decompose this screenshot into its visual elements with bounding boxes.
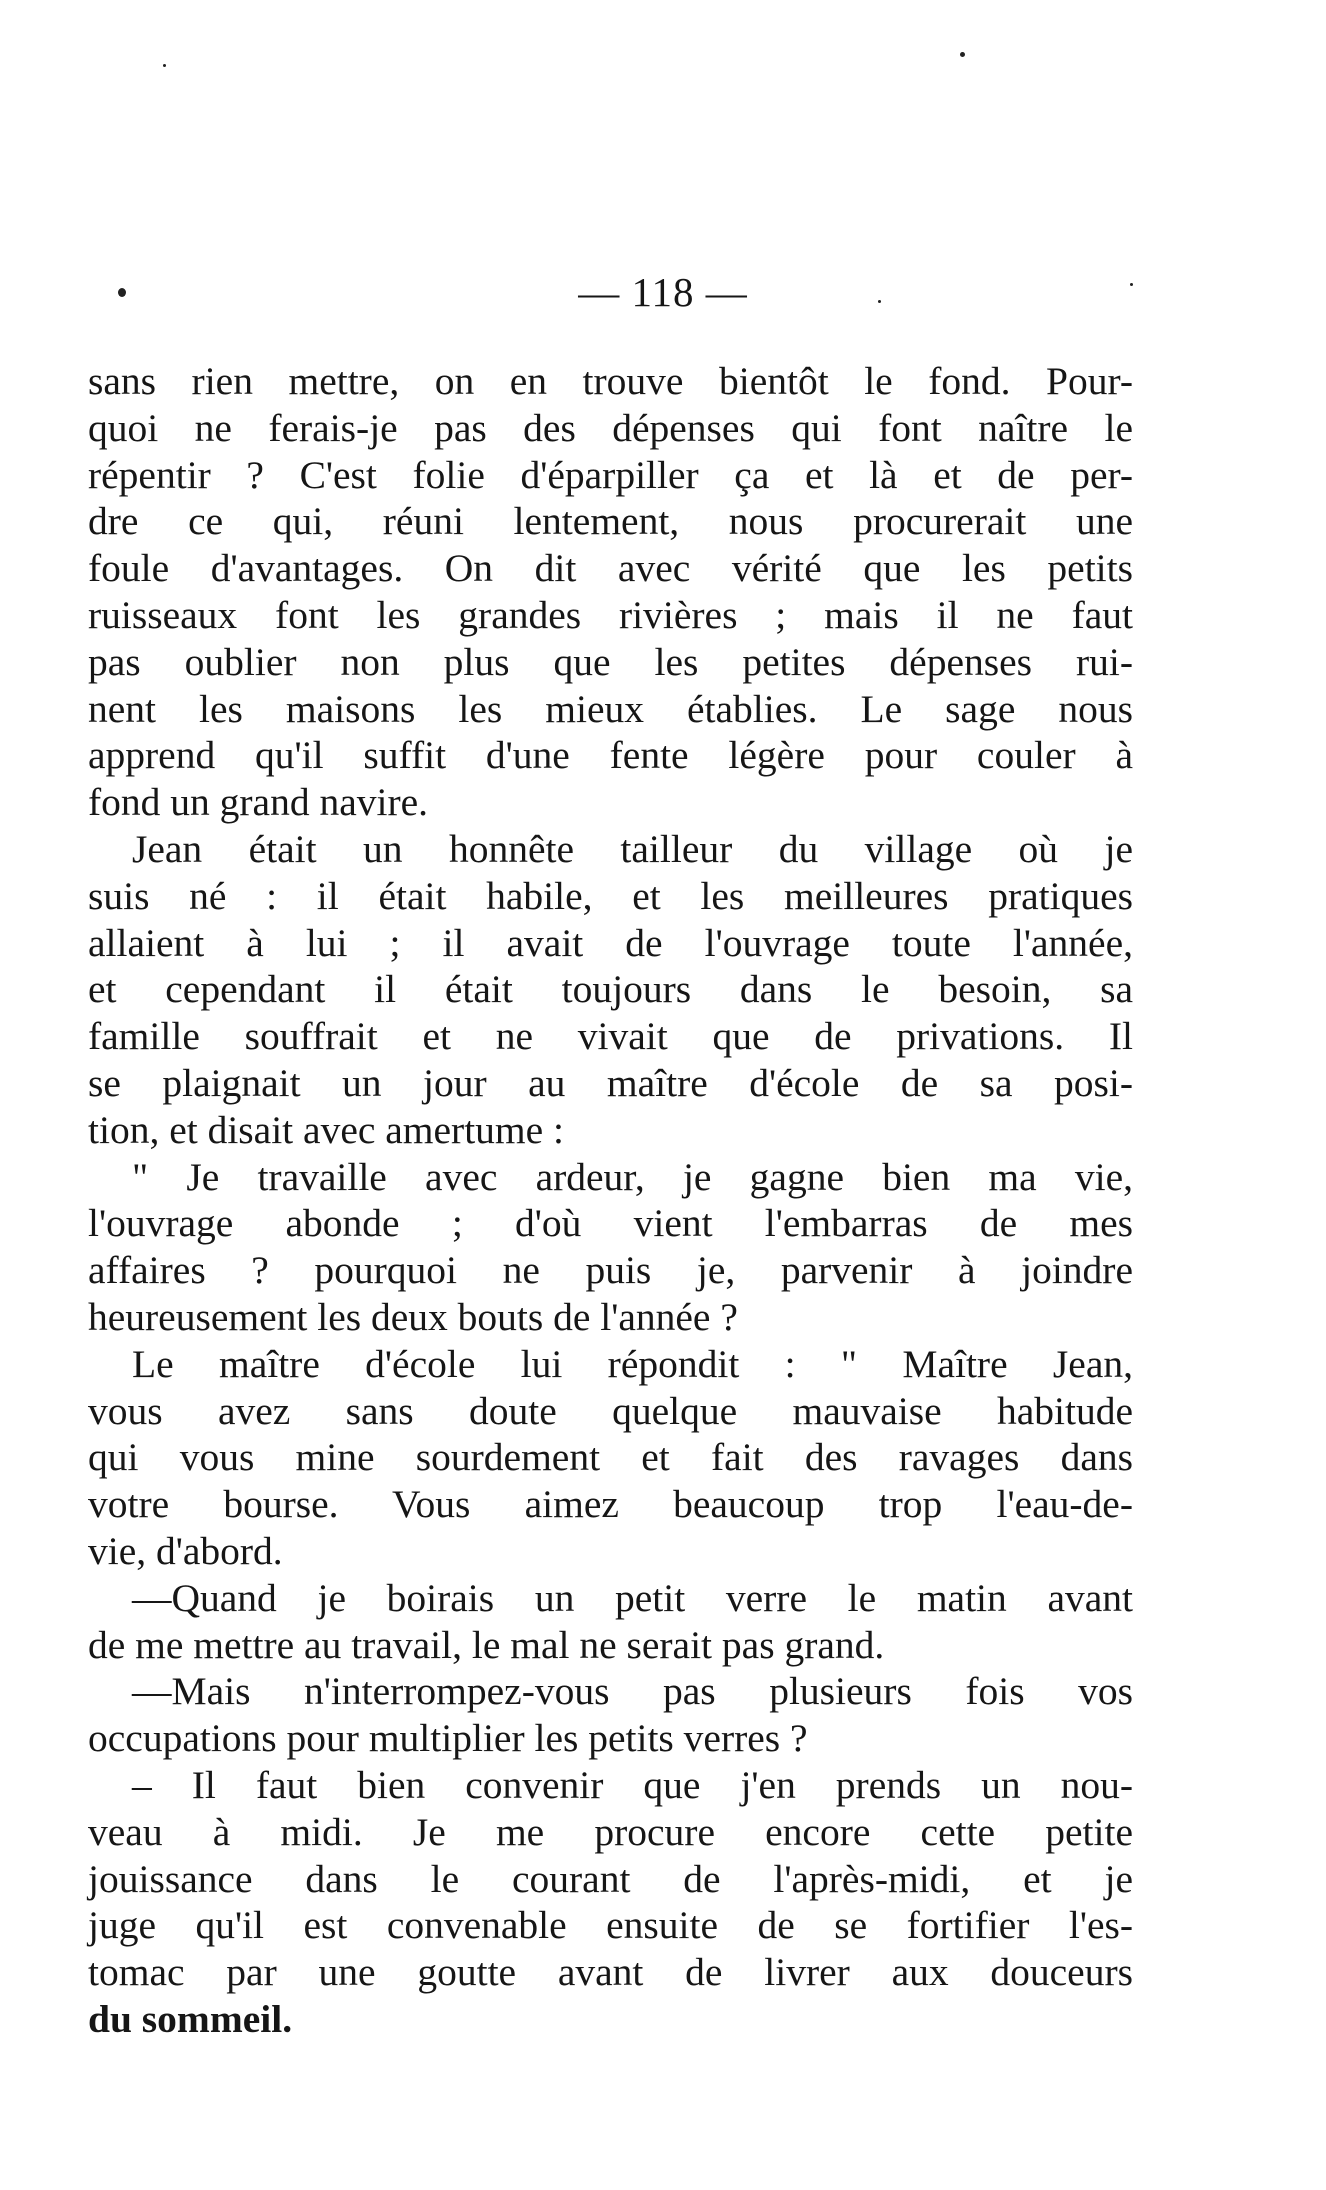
text-line: l'ouvrage abonde ; d'où vient l'embarras de mes — [88, 1201, 1133, 1246]
text-line: fond un grand navire. — [88, 780, 429, 825]
text-line: tion, et disait avec amertume : — [88, 1107, 565, 1152]
print-speck — [163, 64, 166, 67]
text-line: —Mais n'interrompez-vous pas plusieurs fois vos — [132, 1669, 1133, 1714]
text-line: suis né : il était habile, et les meilleures pratiques — [88, 873, 1133, 918]
text-line: se plaignait un jour au maître d'école de sa posi- — [88, 1060, 1133, 1105]
text-line: heureusement les deux bouts de l'année ? — [88, 1294, 738, 1339]
text-line: tomac par une goutte avant de livrer aux douceurs — [88, 1950, 1133, 1995]
text-line: jouissance dans le courant de l'après-midi, et je — [88, 1856, 1133, 1901]
text-line: qui vous mine sourdement et fait des ravages dans — [88, 1435, 1133, 1480]
text-line: quoi ne ferais-je pas des dépenses qui font naître le — [88, 405, 1133, 450]
text-line: sans rien mettre, on en trouve bientôt le fond. Pour- — [88, 359, 1133, 403]
print-speck — [960, 52, 965, 57]
text-line: " Je travaille avec ardeur, je gagne bien ma vie, — [132, 1154, 1133, 1199]
text-line: dre ce qui, réuni lentement, nous procurerait une — [88, 499, 1133, 544]
text-line: pas oublier non plus que les petites dépenses rui- — [88, 639, 1133, 684]
text-line: foule d'avantages. On dit avec vérité que les petits — [88, 546, 1133, 591]
text-line: nent les maisons les mieux établies. Le sage nous — [88, 686, 1133, 731]
body-text — [88, 358, 1133, 2043]
text-line: votre bourse. Vous aimez beaucoup trop l'eau-de- — [88, 1482, 1133, 1527]
text-line: occupations pour multiplier les petits verres ? — [88, 1716, 808, 1761]
text-line: Jean était un honnête tailleur du village où je — [132, 826, 1133, 871]
page-number: — 118 — — [578, 269, 748, 315]
text-line: – Il faut bien convenir que j'en prends un nou- — [132, 1762, 1133, 1807]
text-line: vie, d'abord. — [88, 1528, 283, 1573]
text-line: juge qu'il est convenable ensuite de se fortifier l'es- — [88, 1903, 1133, 1948]
text-line: apprend qu'il suffit d'une fente légère pour couler à — [88, 733, 1133, 778]
text-line: et cependant il était toujours dans le besoin, sa — [88, 967, 1133, 1012]
text-line: affaires ? pourquoi ne puis je, parvenir à joindre — [88, 1248, 1133, 1293]
text-line: du sommeil. — [88, 1996, 293, 2041]
text-line: Le maître d'école lui répondit : " Maître Jean, — [132, 1341, 1133, 1386]
text-line: famille souffrait et ne vivait que de privations. Il — [88, 1014, 1133, 1059]
text-line: ruisseaux font les grandes rivières ; mais il ne faut — [88, 592, 1133, 637]
text-line: allaient à lui ; il avait de l'ouvrage toute l'année, — [88, 920, 1133, 965]
text-line: répentir ? C'est folie d'éparpiller ça et là et de per- — [88, 452, 1133, 497]
text-line: veau à midi. Je me procure encore cette petite — [88, 1809, 1133, 1854]
text-line: vous avez sans doute quelque mauvaise habitude — [88, 1388, 1133, 1433]
text-line: de me mettre au travail, le mal ne serait pas grand. — [88, 1622, 885, 1667]
text-line: —Quand je boirais un petit verre le matin avant — [132, 1575, 1133, 1620]
